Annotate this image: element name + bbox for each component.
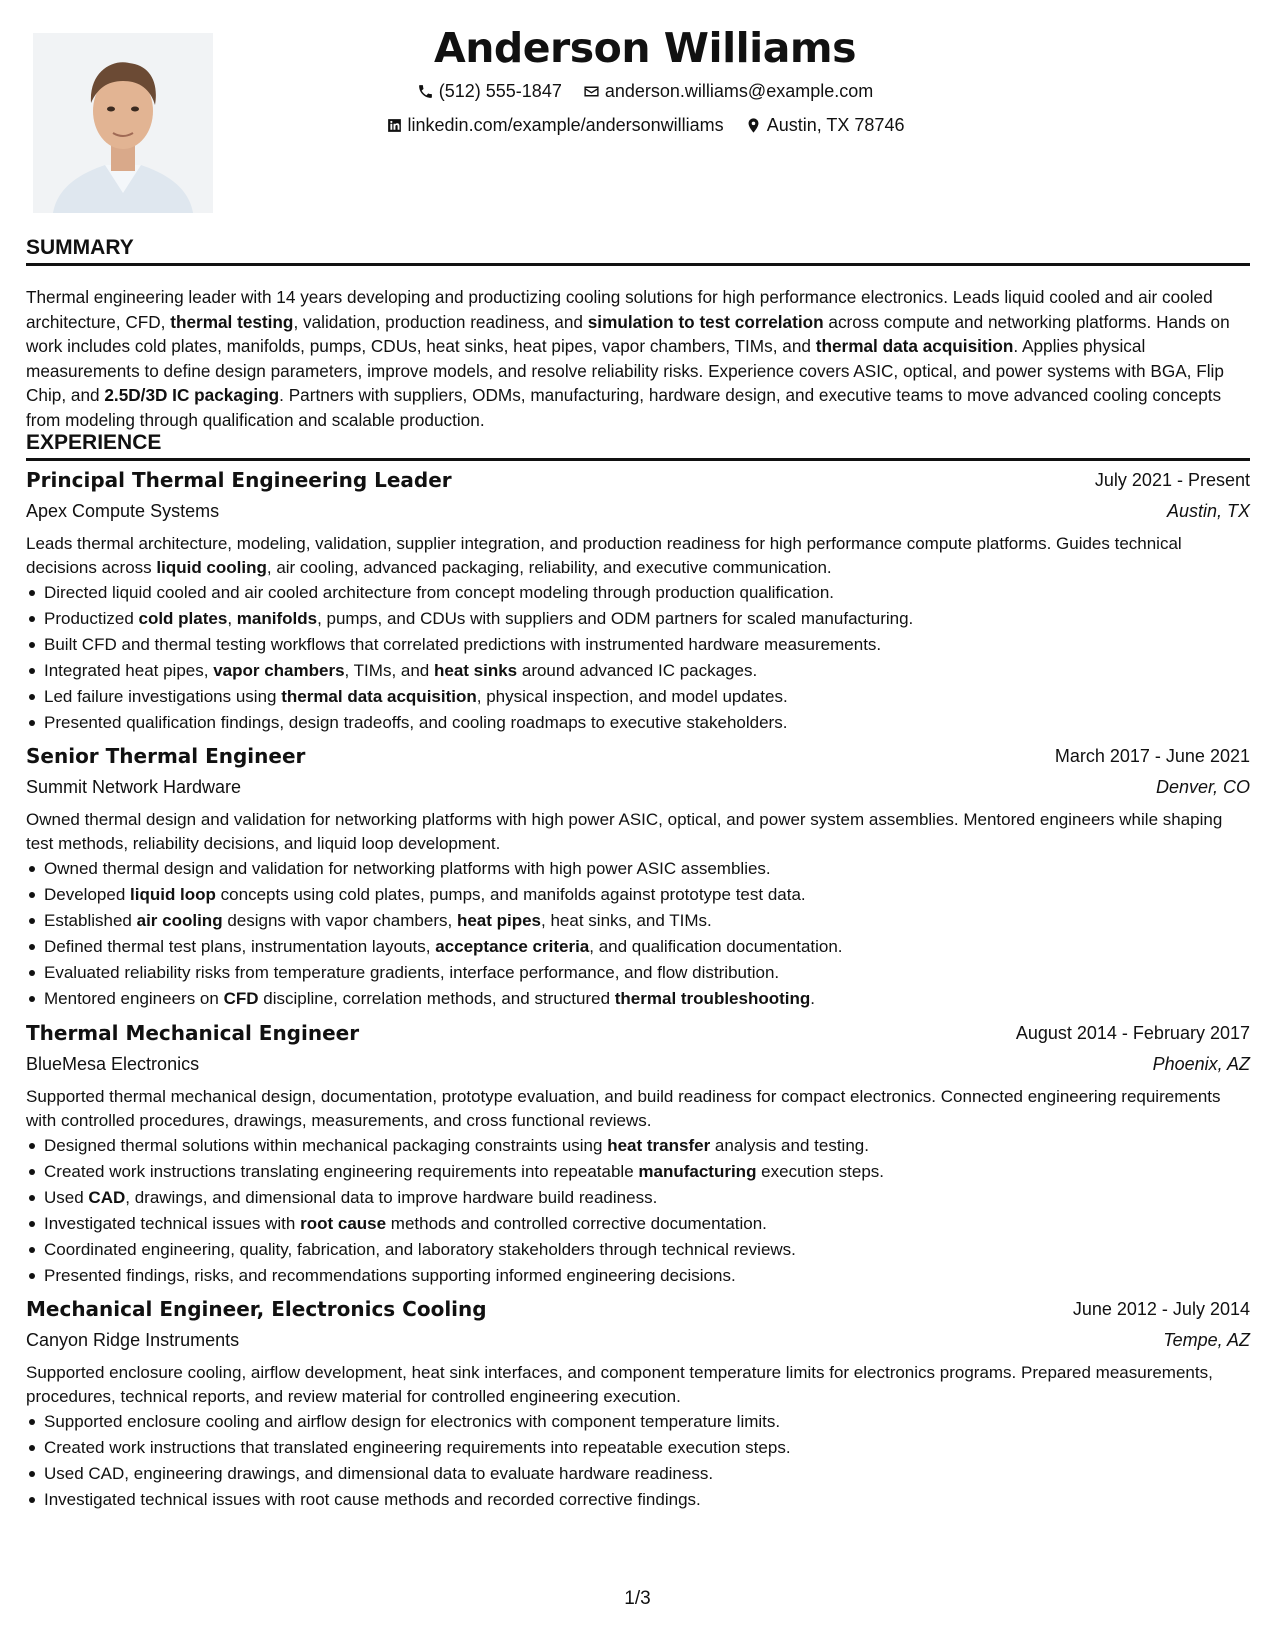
bold-keyword: manufacturing <box>638 1162 757 1181</box>
text-run: Created work instructions translating engineering requirements into repeatable <box>44 1162 639 1181</box>
text-run: Evaluated reliability risks from temperature gradients, interface performance, and flow distribution. <box>44 963 780 982</box>
achievement-list <box>26 580 1250 736</box>
location-contact <box>745 110 905 141</box>
achievement-item <box>44 658 1250 684</box>
achievement-item <box>44 1185 1250 1211</box>
text-run: Supported thermal mechanical design, documentation, prototype evaluation, and build readiness for compact electronics. Connected engineering requirements with controlled procedures, drawings, measurements, and cross functional reviews. <box>26 1087 1221 1130</box>
job-title: Principal Thermal Engineering Leader <box>26 468 452 492</box>
email-contact[interactable] <box>583 76 873 107</box>
job-location: Tempe, AZ <box>1163 1330 1250 1350</box>
text-run: Coordinated engineering, quality, fabrication, and laboratory stakeholders through technical reviews. <box>44 1240 796 1259</box>
achievement-item <box>44 960 1250 986</box>
envelope-icon <box>583 83 600 100</box>
achievement-item <box>44 908 1250 934</box>
email-address: anderson.williams@example.com <box>604 81 874 101</box>
text-run: . Applies physical measurements to define design parameters, improve models, and resolve reliability risks. Experience covers ASIC, optical, and power systems with BGA, Flip Chip, and <box>26 336 1224 406</box>
company-name: Canyon Ridge Instruments <box>26 1330 240 1350</box>
job-dates: March 2017 - June 2021 <box>1054 746 1250 766</box>
summary-heading: SUMMARY <box>26 235 1250 266</box>
text-run: , <box>227 609 237 628</box>
text-run: , heat sinks, and TIMs. <box>541 911 712 930</box>
bold-keyword: air cooling <box>136 911 223 930</box>
text-run: execution steps. <box>756 1162 885 1181</box>
text-run: analysis and testing. <box>710 1136 869 1155</box>
text-run: Created work instructions that translated engineering requirements into repeatable execution steps. <box>44 1438 791 1457</box>
achievement-item <box>44 580 1250 606</box>
company-name: Apex Compute Systems <box>26 501 220 521</box>
job-title-row <box>26 742 1250 773</box>
page-number: 1/3 <box>624 1588 651 1609</box>
achievement-item <box>44 934 1250 960</box>
bold-keyword: 2.5D/3D IC packaging <box>104 385 280 406</box>
job-entry <box>26 1019 1250 1289</box>
achievement-item <box>44 1159 1250 1185</box>
text-run: . Partners with suppliers, ODMs, manufacturing, hardware design, and executive teams to move advanced cooling concepts from modeling through qualification and scalable production. <box>26 385 1222 430</box>
text-run: across compute and networking platforms. Hands on work includes cold plates, manifolds, pumps, CDUs, heat sinks, heat pipes, vapor chambers, TIMs, and <box>26 311 1230 357</box>
achievement-item <box>44 1461 1250 1487</box>
profile-photo <box>33 33 213 213</box>
job-title: Thermal Mechanical Engineer <box>26 1021 360 1045</box>
text-run: methods and controlled corrective documentation. <box>386 1214 767 1233</box>
text-run: Presented findings, risks, and recommendations supporting informed engineering decisions. <box>44 1266 736 1285</box>
achievement-item <box>44 1409 1250 1435</box>
home-location: Austin, TX 78746 <box>766 115 905 135</box>
bold-keyword: liquid loop <box>130 885 216 904</box>
text-run: Integrated heat pipes, <box>44 661 214 680</box>
job-company-row <box>26 1326 1250 1357</box>
text-run: designs with vapor chambers, <box>222 911 457 930</box>
achievement-item <box>44 1133 1250 1159</box>
linkedin-contact[interactable] <box>386 110 724 141</box>
phone-contact[interactable] <box>417 76 562 107</box>
job-company-row <box>26 773 1250 804</box>
text-run: Developed <box>44 885 131 904</box>
text-run: Established <box>44 911 137 930</box>
achievement-item <box>44 684 1250 710</box>
bold-keyword: cold plates <box>138 609 228 628</box>
text-run: , validation, production readiness, and <box>293 311 588 332</box>
text-run: Designed thermal solutions within mechanical packaging constraints using <box>44 1136 608 1155</box>
job-company-row <box>26 1050 1250 1081</box>
text-run: Owned thermal design and validation for networking platforms with high power ASIC, optical, and power system assemblies. Mentored engineers while shaping test methods, reliability decisions, and liquid loop development. <box>26 810 1223 853</box>
text-run: Used <box>44 1188 89 1207</box>
job-dates: July 2021 - Present <box>1094 470 1250 490</box>
bold-keyword: CAD <box>88 1188 126 1207</box>
text-run: , physical inspection, and model updates. <box>476 687 788 706</box>
company-name: Summit Network Hardware <box>26 777 242 797</box>
text-run: Owned thermal design and validation for networking platforms with high power ASIC assemblies. <box>44 859 771 878</box>
bold-keyword: CFD <box>223 989 259 1008</box>
text-run: discipline, correlation methods, and structured <box>258 989 615 1008</box>
job-entry <box>26 1295 1250 1513</box>
text-run: Used CAD, engineering drawings, and dimensional data to evaluate hardware readiness. <box>44 1464 714 1483</box>
achievement-item <box>44 1237 1250 1263</box>
text-run: Productized <box>44 609 139 628</box>
job-description <box>26 1361 1250 1409</box>
bold-keyword: liquid cooling <box>156 558 267 577</box>
job-description <box>26 1085 1250 1133</box>
bold-keyword: manifolds <box>236 609 318 628</box>
linkedin-url: linkedin.com/example/andersonwilliams <box>407 115 724 135</box>
bold-keyword: vapor chambers <box>213 661 345 680</box>
text-run: Mentored engineers on <box>44 989 224 1008</box>
text-run: Built CFD and thermal testing workflows that correlated predictions with instrumented hardware measurements. <box>44 635 882 654</box>
job-location: Denver, CO <box>1155 777 1250 797</box>
text-run: Supported enclosure cooling and airflow design for electronics with component temperature limits. <box>44 1412 781 1431</box>
summary-text <box>26 285 1252 433</box>
job-title-row <box>26 1295 1250 1326</box>
job-dates: June 2012 - July 2014 <box>1072 1299 1250 1319</box>
achievement-item <box>44 1487 1250 1513</box>
bold-keyword: heat sinks <box>433 661 518 680</box>
text-run: Leads thermal architecture, modeling, validation, supplier integration, and production readiness for high performance compute platforms. Guides technical decisions across <box>26 534 1182 577</box>
text-run: Directed liquid cooled and air cooled architecture from concept modeling through production qualification. <box>44 583 835 602</box>
achievement-list <box>26 1409 1250 1513</box>
company-name: BlueMesa Electronics <box>26 1054 200 1074</box>
achievement-item <box>44 606 1250 632</box>
job-description <box>26 532 1250 580</box>
achievement-item <box>44 1211 1250 1237</box>
job-entry <box>26 742 1250 1012</box>
achievement-item <box>44 1435 1250 1461</box>
text-run: . <box>810 989 815 1008</box>
achievement-item <box>44 710 1250 736</box>
phone-icon <box>417 83 434 100</box>
text-run: concepts using cold plates, pumps, and manifolds against prototype test data. <box>215 885 806 904</box>
job-description <box>26 808 1250 856</box>
portrait-image <box>33 33 213 213</box>
achievement-item <box>44 986 1250 1012</box>
text-run: Supported enclosure cooling, airflow development, heat sink interfaces, and component temperature limits for electronics programs. Prepared measurements, procedures, technical reports, and review material for controlled engineering execution. <box>26 1363 1213 1406</box>
text-run: , air cooling, advanced packaging, reliability, and executive communication. <box>266 558 832 577</box>
bold-keyword: heat transfer <box>607 1136 711 1155</box>
job-dates: August 2014 - February 2017 <box>1015 1023 1250 1043</box>
text-run: around advanced IC packages. <box>517 661 758 680</box>
resume-header <box>230 20 1060 144</box>
text-run: Presented qualification findings, design tradeoffs, and cooling roadmaps to executive stakeholders. <box>44 713 788 732</box>
job-title: Senior Thermal Engineer <box>26 744 306 768</box>
text-run: , TIMs, and <box>344 661 434 680</box>
job-entry <box>26 466 1250 736</box>
text-run: Investigated technical issues with root cause methods and recorded corrective findings. <box>44 1490 701 1509</box>
achievement-item <box>44 882 1250 908</box>
achievement-item <box>44 632 1250 658</box>
bold-keyword: simulation to test correlation <box>587 311 824 332</box>
phone-number: (512) 555-1847 <box>438 81 562 101</box>
achievement-item <box>44 1263 1250 1289</box>
text-run: Defined thermal test plans, instrumentation layouts, <box>44 937 436 956</box>
candidate-name: Anderson Williams <box>433 24 857 72</box>
job-title-row <box>26 466 1250 497</box>
job-location: Austin, TX <box>1166 501 1250 521</box>
bold-keyword: thermal data acquisition <box>815 336 1014 357</box>
experience-heading: EXPERIENCE <box>26 430 1250 461</box>
map-pin-icon <box>745 117 762 134</box>
bold-keyword: thermal troubleshooting <box>614 989 811 1008</box>
contact-line-1 <box>230 76 1060 110</box>
achievement-item <box>44 856 1250 882</box>
bold-keyword: heat pipes <box>456 911 542 930</box>
text-run: Led failure investigations using <box>44 687 282 706</box>
text-run: , and qualification documentation. <box>589 937 843 956</box>
achievement-list <box>26 856 1250 1012</box>
achievement-list <box>26 1133 1250 1289</box>
text-run: , pumps, and CDUs with suppliers and ODM partners for scaled manufacturing. <box>317 609 914 628</box>
text-run: Investigated technical issues with <box>44 1214 301 1233</box>
text-run: , drawings, and dimensional data to improve hardware build readiness. <box>125 1188 658 1207</box>
linkedin-icon <box>386 117 403 134</box>
bold-keyword: thermal testing <box>170 311 294 332</box>
bold-keyword: thermal data acquisition <box>281 687 477 706</box>
job-company-row <box>26 497 1250 528</box>
bold-keyword: acceptance criteria <box>435 937 590 956</box>
job-title: Mechanical Engineer, Electronics Cooling <box>26 1297 487 1321</box>
job-location: Phoenix, AZ <box>1152 1054 1250 1074</box>
bold-keyword: root cause <box>300 1214 387 1233</box>
job-title-row <box>26 1019 1250 1050</box>
contact-line-2 <box>230 110 1060 144</box>
text-run: Thermal engineering leader with 14 years developing and productizing cooling solutions for high performance electronics. Leads liquid cooled and air cooled architecture, CFD, <box>26 287 1213 332</box>
